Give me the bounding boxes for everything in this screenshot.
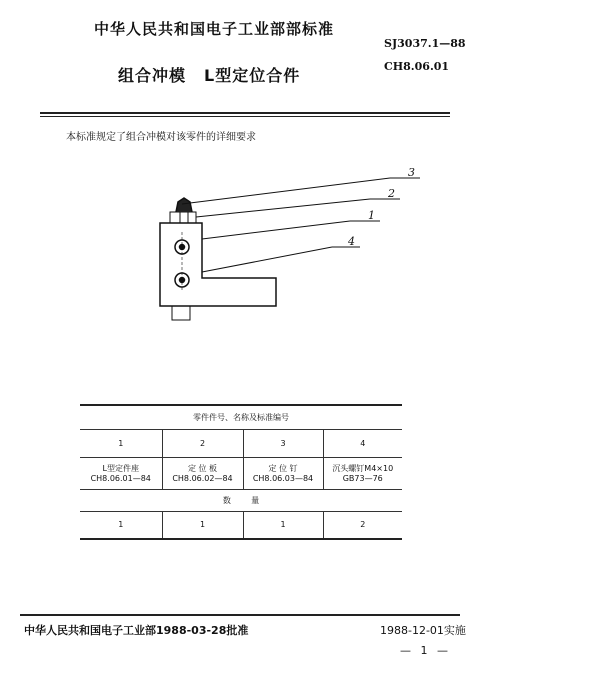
header-rule [40, 112, 450, 114]
footer-rule [20, 614, 460, 616]
callout-2: 2 [388, 187, 395, 200]
callout-3: 3 [408, 166, 415, 179]
quantity-label: 数 量 [80, 489, 402, 511]
quantity-value: 2 [323, 511, 402, 539]
part-std: GB73—76 [342, 474, 383, 483]
ministry-standard-heading: 中华人民共和国电子工业部部标准 [94, 20, 335, 38]
part-std: CH8.06.02—84 [172, 474, 233, 483]
part-number: 2 [162, 429, 243, 457]
title-main: 组合冲模 [118, 66, 187, 85]
parts-table [80, 404, 402, 540]
header-rule-thin [40, 116, 450, 117]
locating-plate [170, 212, 196, 223]
part-name: 定 位 钉 [268, 464, 298, 473]
part-cell [323, 457, 402, 489]
part-cell [162, 457, 243, 489]
part-number: 3 [243, 429, 323, 457]
title-sub: L型定位合件 [204, 66, 301, 85]
part-name: 沉头螺钉M4×10 [332, 464, 394, 473]
part-cell [243, 457, 323, 489]
part-std: CH8.06.01—84 [90, 474, 151, 483]
assembly-drawing [150, 166, 450, 326]
parts-table-caption: 零件件号、名称及标准编号 [80, 405, 402, 429]
quantity-value: 1 [243, 511, 323, 539]
page-number: — 1 — [400, 644, 451, 657]
part-std: CH8.06.03—84 [252, 474, 314, 483]
quantity-value: 1 [162, 511, 243, 539]
part-name: 定 位 板 [187, 464, 218, 473]
part-code: CH8.06.01 [384, 60, 450, 73]
callout-4: 4 [348, 235, 355, 248]
document-title [118, 63, 300, 86]
part-name: L型定件座 [102, 464, 139, 473]
locating-pin [176, 198, 192, 212]
scope-text: 本标准规定了组合冲模对该零件的详细要求 [66, 132, 256, 143]
part-number: 1 [80, 429, 162, 457]
approval-text: 中华人民共和国电子工业部1988-03-28批准 [24, 624, 249, 637]
l-body-outline [160, 223, 276, 306]
bottom-stub [172, 306, 190, 320]
part-number: 4 [323, 429, 402, 457]
quantity-value: 1 [80, 511, 162, 539]
standard-code: SJ3037.1—88 [384, 37, 466, 50]
part-cell [80, 457, 162, 489]
callout-1: 1 [368, 209, 375, 222]
effective-date: 1988-12-01实施 [380, 624, 466, 637]
